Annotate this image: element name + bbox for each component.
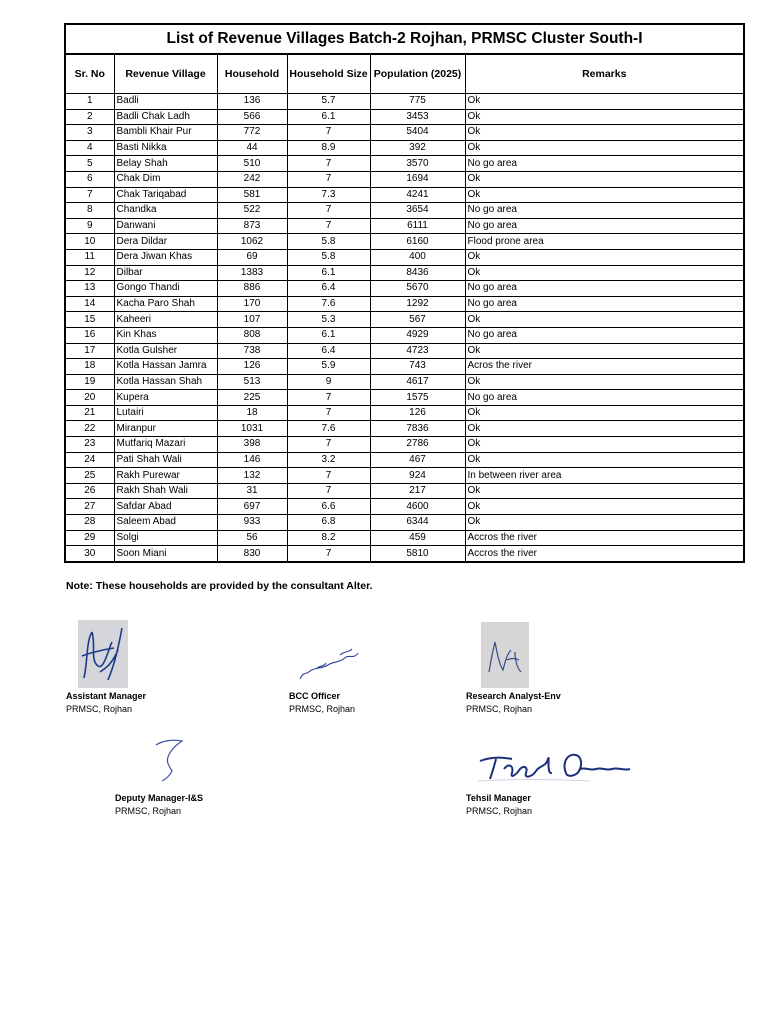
col-header-sr-no: Sr. No [65, 54, 114, 94]
cell-household-size: 3.2 [287, 452, 370, 468]
cell-remarks: Ok [465, 140, 744, 156]
cell-household-size: 6.1 [287, 265, 370, 281]
cell-household-size: 7 [287, 437, 370, 453]
table-row [65, 140, 744, 156]
cell-population: 467 [370, 452, 465, 468]
cell-sr-no: 28 [65, 515, 114, 531]
cell-household: 873 [217, 218, 287, 234]
cell-sr-no: 21 [65, 405, 114, 421]
cell-sr-no: 17 [65, 343, 114, 359]
cell-remarks: Ok [465, 421, 744, 437]
cell-sr-no: 26 [65, 483, 114, 499]
cell-household: 44 [217, 140, 287, 156]
cell-population: 1694 [370, 171, 465, 187]
cell-sr-no: 18 [65, 359, 114, 375]
cell-revenue-village: Safdar Abad [114, 499, 217, 515]
table-row [65, 530, 744, 546]
cell-remarks: Ok [465, 483, 744, 499]
cell-household: 170 [217, 296, 287, 312]
cell-household: 772 [217, 125, 287, 141]
signatory-org: PRMSC, Rojhan [115, 806, 182, 816]
cell-household-size: 6.8 [287, 515, 370, 531]
cell-population: 3570 [370, 156, 465, 172]
cell-household: 126 [217, 359, 287, 375]
cell-household-size: 8.2 [287, 530, 370, 546]
cell-household: 225 [217, 390, 287, 406]
cell-revenue-village: Lutairi [114, 405, 217, 421]
cell-household-size: 7 [287, 468, 370, 484]
cell-sr-no: 22 [65, 421, 114, 437]
cell-household: 56 [217, 530, 287, 546]
cell-household-size: 7 [287, 218, 370, 234]
cell-household: 566 [217, 109, 287, 125]
cell-revenue-village: Kotla Hassan Shah [114, 374, 217, 390]
cell-population: 6111 [370, 218, 465, 234]
col-header-population: Population (2025) [370, 54, 465, 94]
cell-sr-no: 24 [65, 452, 114, 468]
signatory-role: BCC Officer [289, 691, 341, 701]
cell-sr-no: 6 [65, 171, 114, 187]
table-row [65, 405, 744, 421]
cell-sr-no: 3 [65, 125, 114, 141]
cell-sr-no: 29 [65, 530, 114, 546]
cell-remarks: Ok [465, 125, 744, 141]
cell-household-size: 6.1 [287, 327, 370, 343]
cell-remarks: Ok [465, 171, 744, 187]
cell-household: 132 [217, 468, 287, 484]
table-row [65, 281, 744, 297]
cell-household-size: 7.3 [287, 187, 370, 203]
table-row [65, 468, 744, 484]
cell-sr-no: 11 [65, 249, 114, 265]
cell-household-size: 7 [287, 390, 370, 406]
cell-household-size: 5.8 [287, 249, 370, 265]
cell-sr-no: 14 [65, 296, 114, 312]
cell-population: 4617 [370, 374, 465, 390]
cell-remarks: Ok [465, 249, 744, 265]
cell-population: 1292 [370, 296, 465, 312]
cell-sr-no: 30 [65, 546, 114, 562]
cell-revenue-village: Rakh Purewar [114, 468, 217, 484]
cell-household: 886 [217, 281, 287, 297]
cell-household-size: 7 [287, 483, 370, 499]
cell-remarks: Ok [465, 499, 744, 515]
cell-remarks: Accros the river [465, 530, 744, 546]
research-analyst-signature [481, 622, 529, 688]
cell-population: 2786 [370, 437, 465, 453]
cell-sr-no: 4 [65, 140, 114, 156]
cell-household-size: 5.3 [287, 312, 370, 328]
cell-revenue-village: Kotla Hassan Jamra [114, 359, 217, 375]
cell-revenue-village: Saleem Abad [114, 515, 217, 531]
col-header-revenue-village: Revenue Village [114, 54, 217, 94]
cell-remarks: No go area [465, 218, 744, 234]
cell-sr-no: 7 [65, 187, 114, 203]
cell-remarks: No go area [465, 390, 744, 406]
cell-revenue-village: Rakh Shah Wali [114, 483, 217, 499]
cell-revenue-village: Mutfariq Mazari [114, 437, 217, 453]
cell-population: 392 [370, 140, 465, 156]
table-row [65, 312, 744, 328]
table-row [65, 390, 744, 406]
cell-household-size: 7 [287, 405, 370, 421]
cell-household-size: 7 [287, 125, 370, 141]
cell-remarks: No go area [465, 281, 744, 297]
cell-population: 7836 [370, 421, 465, 437]
cell-revenue-village: Dilbar [114, 265, 217, 281]
cell-population: 6160 [370, 234, 465, 250]
table-row [65, 483, 744, 499]
cell-population: 775 [370, 94, 465, 110]
signatory-bcc-officer [289, 690, 355, 716]
table-row [65, 171, 744, 187]
cell-population: 4723 [370, 343, 465, 359]
cell-household: 808 [217, 327, 287, 343]
signatory-tehsil-manager [466, 792, 532, 818]
cell-revenue-village: Chandka [114, 203, 217, 219]
cell-household-size: 9 [287, 374, 370, 390]
cell-household: 738 [217, 343, 287, 359]
cell-population: 126 [370, 405, 465, 421]
cell-sr-no: 10 [65, 234, 114, 250]
assistant-manager-signature [78, 620, 128, 688]
table-row [65, 452, 744, 468]
col-header-remarks: Remarks [465, 54, 744, 94]
cell-remarks: No go area [465, 156, 744, 172]
cell-revenue-village: Dera Dildar [114, 234, 217, 250]
cell-sr-no: 13 [65, 281, 114, 297]
cell-revenue-village: Soon Miani [114, 546, 217, 562]
cell-sr-no: 8 [65, 203, 114, 219]
table-row [65, 234, 744, 250]
cell-household-size: 5.9 [287, 359, 370, 375]
signatory-org: PRMSC, Rojhan [66, 704, 133, 714]
cell-household: 107 [217, 312, 287, 328]
note: Note: These households are provided by the consultant Alter. [66, 580, 373, 592]
cell-revenue-village: Belay Shah [114, 156, 217, 172]
cell-revenue-village: Badli [114, 94, 217, 110]
cell-remarks: Ok [465, 187, 744, 203]
table-row [65, 421, 744, 437]
cell-household: 1031 [217, 421, 287, 437]
cell-household: 146 [217, 452, 287, 468]
cell-remarks: Ok [465, 405, 744, 421]
bcc-officer-signature [296, 645, 366, 685]
deputy-manager-signature [148, 735, 188, 783]
table-row [65, 109, 744, 125]
signatory-org: PRMSC, Rojhan [466, 704, 533, 714]
table-row [65, 265, 744, 281]
cell-household-size: 6.6 [287, 499, 370, 515]
cell-remarks: No go area [465, 327, 744, 343]
cell-population: 4600 [370, 499, 465, 515]
cell-household: 581 [217, 187, 287, 203]
cell-sr-no: 9 [65, 218, 114, 234]
tehsil-manager-signature [470, 745, 635, 785]
signatory-role: Assistant Manager [66, 691, 147, 701]
cell-household-size: 7 [287, 546, 370, 562]
cell-population: 5404 [370, 125, 465, 141]
table-row [65, 437, 744, 453]
cell-remarks: Ok [465, 94, 744, 110]
table-row [65, 203, 744, 219]
cell-revenue-village: Kupera [114, 390, 217, 406]
cell-household: 1383 [217, 265, 287, 281]
cell-household-size: 7 [287, 156, 370, 172]
cell-sr-no: 16 [65, 327, 114, 343]
cell-household: 510 [217, 156, 287, 172]
cell-population: 567 [370, 312, 465, 328]
cell-population: 4929 [370, 327, 465, 343]
cell-remarks: Ok [465, 515, 744, 531]
cell-remarks: Ok [465, 374, 744, 390]
signatory-org: PRMSC, Rojhan [466, 806, 533, 816]
cell-revenue-village: Kin Khas [114, 327, 217, 343]
cell-household-size: 7.6 [287, 296, 370, 312]
cell-household: 1062 [217, 234, 287, 250]
cell-household: 136 [217, 94, 287, 110]
cell-population: 924 [370, 468, 465, 484]
cell-population: 1575 [370, 390, 465, 406]
cell-revenue-village: Chak Dim [114, 171, 217, 187]
cell-sr-no: 25 [65, 468, 114, 484]
table-row [65, 94, 744, 110]
cell-household: 522 [217, 203, 287, 219]
cell-household: 830 [217, 546, 287, 562]
cell-household: 69 [217, 249, 287, 265]
cell-population: 3453 [370, 109, 465, 125]
cell-revenue-village: Basti Nikka [114, 140, 217, 156]
cell-household-size: 8.9 [287, 140, 370, 156]
cell-remarks: Ok [465, 109, 744, 125]
cell-revenue-village: Pati Shah Wali [114, 452, 217, 468]
cell-household: 242 [217, 171, 287, 187]
cell-household-size: 5.8 [287, 234, 370, 250]
cell-sr-no: 19 [65, 374, 114, 390]
revenue-villages-table [64, 23, 745, 563]
signatory-research-analyst [466, 690, 561, 716]
cell-household: 933 [217, 515, 287, 531]
cell-remarks: No go area [465, 203, 744, 219]
cell-sr-no: 27 [65, 499, 114, 515]
cell-revenue-village: Kacha Paro Shah [114, 296, 217, 312]
signatory-role: Research Analyst-Env [466, 691, 561, 701]
cell-revenue-village: Gongo Thandi [114, 281, 217, 297]
table-row [65, 546, 744, 562]
cell-remarks: In between river area [465, 468, 744, 484]
table-row [65, 187, 744, 203]
cell-remarks: Ok [465, 452, 744, 468]
cell-population: 3654 [370, 203, 465, 219]
table-row [65, 218, 744, 234]
cell-household-size: 6.1 [287, 109, 370, 125]
cell-population: 8436 [370, 265, 465, 281]
signatory-assistant-manager [66, 690, 146, 716]
table-row [65, 515, 744, 531]
cell-household: 398 [217, 437, 287, 453]
cell-household: 31 [217, 483, 287, 499]
table-row [65, 359, 744, 375]
cell-revenue-village: Dera Jiwan Khas [114, 249, 217, 265]
cell-revenue-village: Bambli Khair Pur [114, 125, 217, 141]
table-row [65, 296, 744, 312]
cell-household-size: 7.6 [287, 421, 370, 437]
col-header-household-size: Household Size [287, 54, 370, 94]
signatory-org: PRMSC, Rojhan [289, 704, 356, 714]
cell-population: 400 [370, 249, 465, 265]
cell-sr-no: 2 [65, 109, 114, 125]
cell-sr-no: 23 [65, 437, 114, 453]
cell-revenue-village: Badli Chak Ladh [114, 109, 217, 125]
cell-revenue-village: Kaheeri [114, 312, 217, 328]
cell-sr-no: 15 [65, 312, 114, 328]
cell-household-size: 6.4 [287, 281, 370, 297]
cell-population: 217 [370, 483, 465, 499]
cell-household-size: 7 [287, 203, 370, 219]
table-row [65, 499, 744, 515]
cell-population: 459 [370, 530, 465, 546]
cell-household-size: 6.4 [287, 343, 370, 359]
cell-remarks: Acros the river [465, 359, 744, 375]
cell-remarks: Ok [465, 437, 744, 453]
cell-population: 5670 [370, 281, 465, 297]
cell-remarks: Ok [465, 343, 744, 359]
cell-revenue-village: Solgi [114, 530, 217, 546]
cell-household-size: 7 [287, 171, 370, 187]
cell-population: 743 [370, 359, 465, 375]
cell-remarks: No go area [465, 296, 744, 312]
cell-household-size: 5.7 [287, 94, 370, 110]
cell-revenue-village: Kotla Gulsher [114, 343, 217, 359]
cell-remarks: Accros the river [465, 546, 744, 562]
cell-remarks: Ok [465, 312, 744, 328]
cell-sr-no: 5 [65, 156, 114, 172]
cell-population: 4241 [370, 187, 465, 203]
cell-population: 6344 [370, 515, 465, 531]
signatory-role: Deputy Manager-I&S [115, 793, 204, 803]
table-row [65, 374, 744, 390]
cell-revenue-village: Chak Tariqabad [114, 187, 217, 203]
col-header-household: Household [217, 54, 287, 94]
cell-sr-no: 1 [65, 94, 114, 110]
cell-household: 697 [217, 499, 287, 515]
table-row [65, 125, 744, 141]
cell-household: 513 [217, 374, 287, 390]
table-row [65, 249, 744, 265]
cell-revenue-village: Miranpur [114, 421, 217, 437]
table-row [65, 156, 744, 172]
signatory-role: Tehsil Manager [466, 793, 531, 803]
cell-sr-no: 20 [65, 390, 114, 406]
cell-household: 18 [217, 405, 287, 421]
table-row [65, 343, 744, 359]
cell-population: 5810 [370, 546, 465, 562]
signatory-deputy-manager [115, 792, 203, 818]
cell-revenue-village: Danwani [114, 218, 217, 234]
cell-remarks: Ok [465, 265, 744, 281]
table-body [65, 94, 744, 562]
cell-sr-no: 12 [65, 265, 114, 281]
table-row [65, 327, 744, 343]
table-title: List of Revenue Villages Batch-2 Rojhan, PRMSC Cluster South-I [65, 24, 744, 54]
cell-remarks: Flood prone area [465, 234, 744, 250]
